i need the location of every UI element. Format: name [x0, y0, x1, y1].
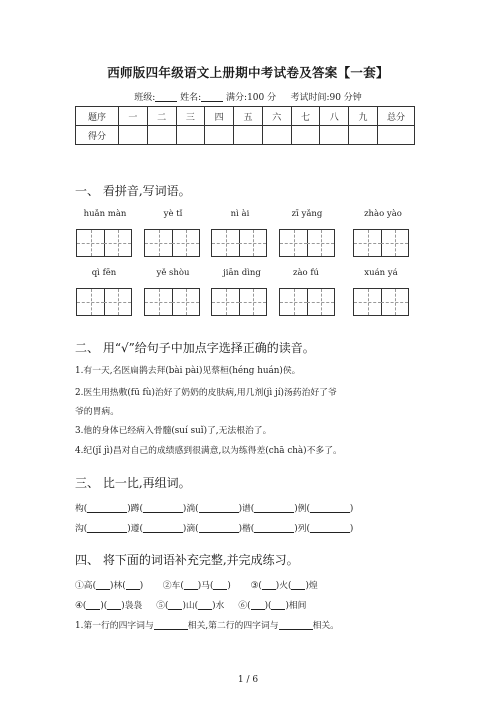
- answer-blank[interactable]: [107, 600, 121, 610]
- pinyin-label: jiān dìng: [223, 268, 261, 278]
- class-label: 班级:: [134, 93, 156, 103]
- table-cell: 二: [147, 107, 176, 126]
- question-text: 相关,第二行的四字词与: [187, 621, 279, 631]
- pinyin-label: zhào yào: [364, 209, 402, 219]
- pinyin-label: xuán yá: [364, 268, 398, 278]
- answer-blank[interactable]: [87, 523, 127, 533]
- section2-heading: 二、 用“√”给句子中加点字选择正确的读音。: [75, 341, 315, 355]
- score-input-cell[interactable]: [147, 126, 176, 145]
- question-line: 1.有一天,名医扁鹊去拜(bài pài)见蔡桓(héng huán)侯。: [75, 366, 301, 376]
- section4-heading: 四、 将下面的词语补充完整,并完成练习。: [75, 553, 299, 567]
- table-cell: 九: [349, 107, 378, 126]
- answer-blank[interactable]: [279, 620, 313, 630]
- answer-blank[interactable]: [143, 523, 183, 533]
- answer-blank[interactable]: [271, 600, 285, 610]
- score-input-cell[interactable]: [119, 126, 148, 145]
- answer-blank[interactable]: [143, 503, 183, 513]
- table-cell: 一: [119, 107, 148, 126]
- idiom-text: )水: [212, 601, 225, 611]
- answer-blank[interactable]: [96, 580, 110, 590]
- char-label: )例(: [294, 504, 310, 514]
- idiom-text: ④(: [75, 601, 87, 611]
- pinyin-label: zào fú: [293, 268, 319, 278]
- score-input-cell[interactable]: [176, 126, 205, 145]
- idiom-text: )林(: [110, 581, 126, 591]
- answer-blank[interactable]: [86, 600, 100, 610]
- idiom-text: ⑥(: [238, 601, 251, 611]
- score-table-score-row: [76, 126, 415, 145]
- score-table-header-row: [76, 107, 415, 126]
- class-blank: [155, 91, 177, 102]
- char-label: ): [349, 504, 354, 514]
- answer-blank[interactable]: [87, 503, 127, 513]
- char-label: ): [349, 524, 354, 534]
- idiom-text: )山(: [182, 601, 199, 611]
- table-cell: 五: [234, 107, 263, 126]
- char-label: )遵(: [127, 524, 143, 534]
- score-input-cell[interactable]: [291, 126, 320, 145]
- table-cell: 题序: [76, 107, 119, 126]
- question-text: 1.第一行的四字词与: [75, 621, 154, 631]
- score-input-cell[interactable]: [205, 126, 234, 145]
- char-label: )楷(: [238, 524, 255, 534]
- name-blank: [201, 91, 223, 102]
- pinyin-label: nì ài: [230, 209, 250, 219]
- question-line: 爷的胃病。: [75, 407, 119, 417]
- idiom-text: )马(: [197, 581, 214, 591]
- answer-blank[interactable]: [199, 503, 239, 513]
- section1-heading: 一、 看拼音,写词语。: [75, 184, 191, 198]
- score-input-cell[interactable]: [349, 126, 378, 145]
- section3-heading: 三、 比一比,再组词。: [75, 476, 191, 490]
- pinyin-label: yě shòu: [156, 268, 190, 278]
- writing-grid[interactable]: [211, 229, 267, 257]
- writing-grid[interactable]: [211, 288, 267, 316]
- score-input-cell[interactable]: [378, 126, 415, 145]
- compare-row-2: [75, 521, 353, 534]
- table-cell: 八: [320, 107, 349, 126]
- idiom-row-2: [75, 598, 306, 611]
- writing-grid[interactable]: [279, 229, 335, 257]
- idiom-question: [75, 618, 339, 631]
- score-input-cell[interactable]: [234, 126, 263, 145]
- idiom-text: )(: [264, 601, 272, 611]
- answer-blank[interactable]: [198, 600, 212, 610]
- score-table: [75, 106, 415, 145]
- idiom-text: )相间: [285, 601, 307, 611]
- table-cell: 四: [205, 107, 234, 126]
- pinyin-label: yè tǐ: [163, 209, 183, 219]
- question-line: 3.他的身体已经病入骨髓(suí suǐ)了,无法根治了。: [75, 426, 272, 436]
- idiom-row-1: [75, 578, 318, 591]
- char-label: )淌(: [182, 504, 199, 514]
- answer-blank[interactable]: [254, 503, 294, 513]
- char-label: )蹲(: [127, 504, 143, 514]
- char-label: 构(: [75, 504, 88, 514]
- question-line: 4.纪(jǐ jì)昌对自己的成绩感到很满意,以为练得差(chā chà)不多了。: [75, 446, 342, 456]
- idiom-text: ): [139, 581, 144, 591]
- page-number: 1 / 6: [237, 675, 259, 685]
- compare-row-1: [75, 501, 353, 514]
- pinyin-label: qì fēn: [91, 268, 117, 278]
- answer-blank[interactable]: [154, 620, 188, 630]
- idiom-text: )袅袅: [121, 601, 143, 611]
- table-cell: 三: [176, 107, 205, 126]
- score-input-cell[interactable]: [262, 126, 291, 145]
- writing-grid[interactable]: [76, 229, 132, 257]
- idiom-text: ②车(: [162, 581, 184, 591]
- idiom-text: ⑤(: [156, 601, 169, 611]
- idiom-text: )煌: [305, 581, 318, 591]
- exam-time: 考试时间:90 分钟: [290, 93, 362, 103]
- score-input-cell[interactable]: [320, 126, 349, 145]
- answer-blank[interactable]: [291, 580, 305, 590]
- idiom-text: ①高(: [75, 581, 97, 591]
- answer-blank[interactable]: [199, 523, 239, 533]
- answer-blank[interactable]: [262, 580, 276, 590]
- answer-blank[interactable]: [213, 580, 227, 590]
- pinyin-label: huǎn màn: [83, 209, 127, 219]
- writing-grid[interactable]: [279, 288, 335, 316]
- question-text: 相关。: [312, 621, 339, 631]
- idiom-text: )(: [100, 601, 108, 611]
- writing-grid[interactable]: [353, 288, 409, 316]
- page-title: 西师版四年级语文上册期中考试卷及答案【一套】: [107, 65, 389, 80]
- answer-blank[interactable]: [184, 580, 198, 590]
- answer-blank[interactable]: [254, 523, 294, 533]
- writing-grid[interactable]: [144, 229, 200, 257]
- char-label: 沟(: [75, 524, 88, 534]
- name-label: 姓名:: [180, 93, 202, 103]
- idiom-text: ③(: [250, 581, 262, 591]
- question-line: 2.医生用热敷(fū fù)治好了奶奶的皮肤病,用几剂(jì jí)汤药治好了爷: [75, 388, 337, 398]
- idiom-text: ): [227, 581, 231, 591]
- pinyin-label: zī yǎng: [291, 209, 323, 219]
- answer-blank[interactable]: [168, 600, 182, 610]
- char-label: )列(: [294, 524, 310, 534]
- writing-grid[interactable]: [144, 288, 200, 316]
- char-label: )滴(: [182, 524, 199, 534]
- answer-blank[interactable]: [310, 523, 350, 533]
- exam-info: [0, 90, 496, 103]
- table-cell: 七: [291, 107, 320, 126]
- answer-blank[interactable]: [251, 600, 265, 610]
- table-cell: 总分: [378, 107, 415, 126]
- answer-blank[interactable]: [310, 503, 350, 513]
- table-cell: 得分: [76, 126, 119, 145]
- writing-grid[interactable]: [76, 288, 132, 316]
- full-marks: 满分:100 分: [226, 93, 277, 103]
- table-cell: 六: [262, 107, 291, 126]
- answer-blank[interactable]: [126, 580, 140, 590]
- idiom-text: )火(: [275, 581, 292, 591]
- char-label: )谱(: [238, 504, 255, 514]
- writing-grid[interactable]: [353, 229, 409, 257]
